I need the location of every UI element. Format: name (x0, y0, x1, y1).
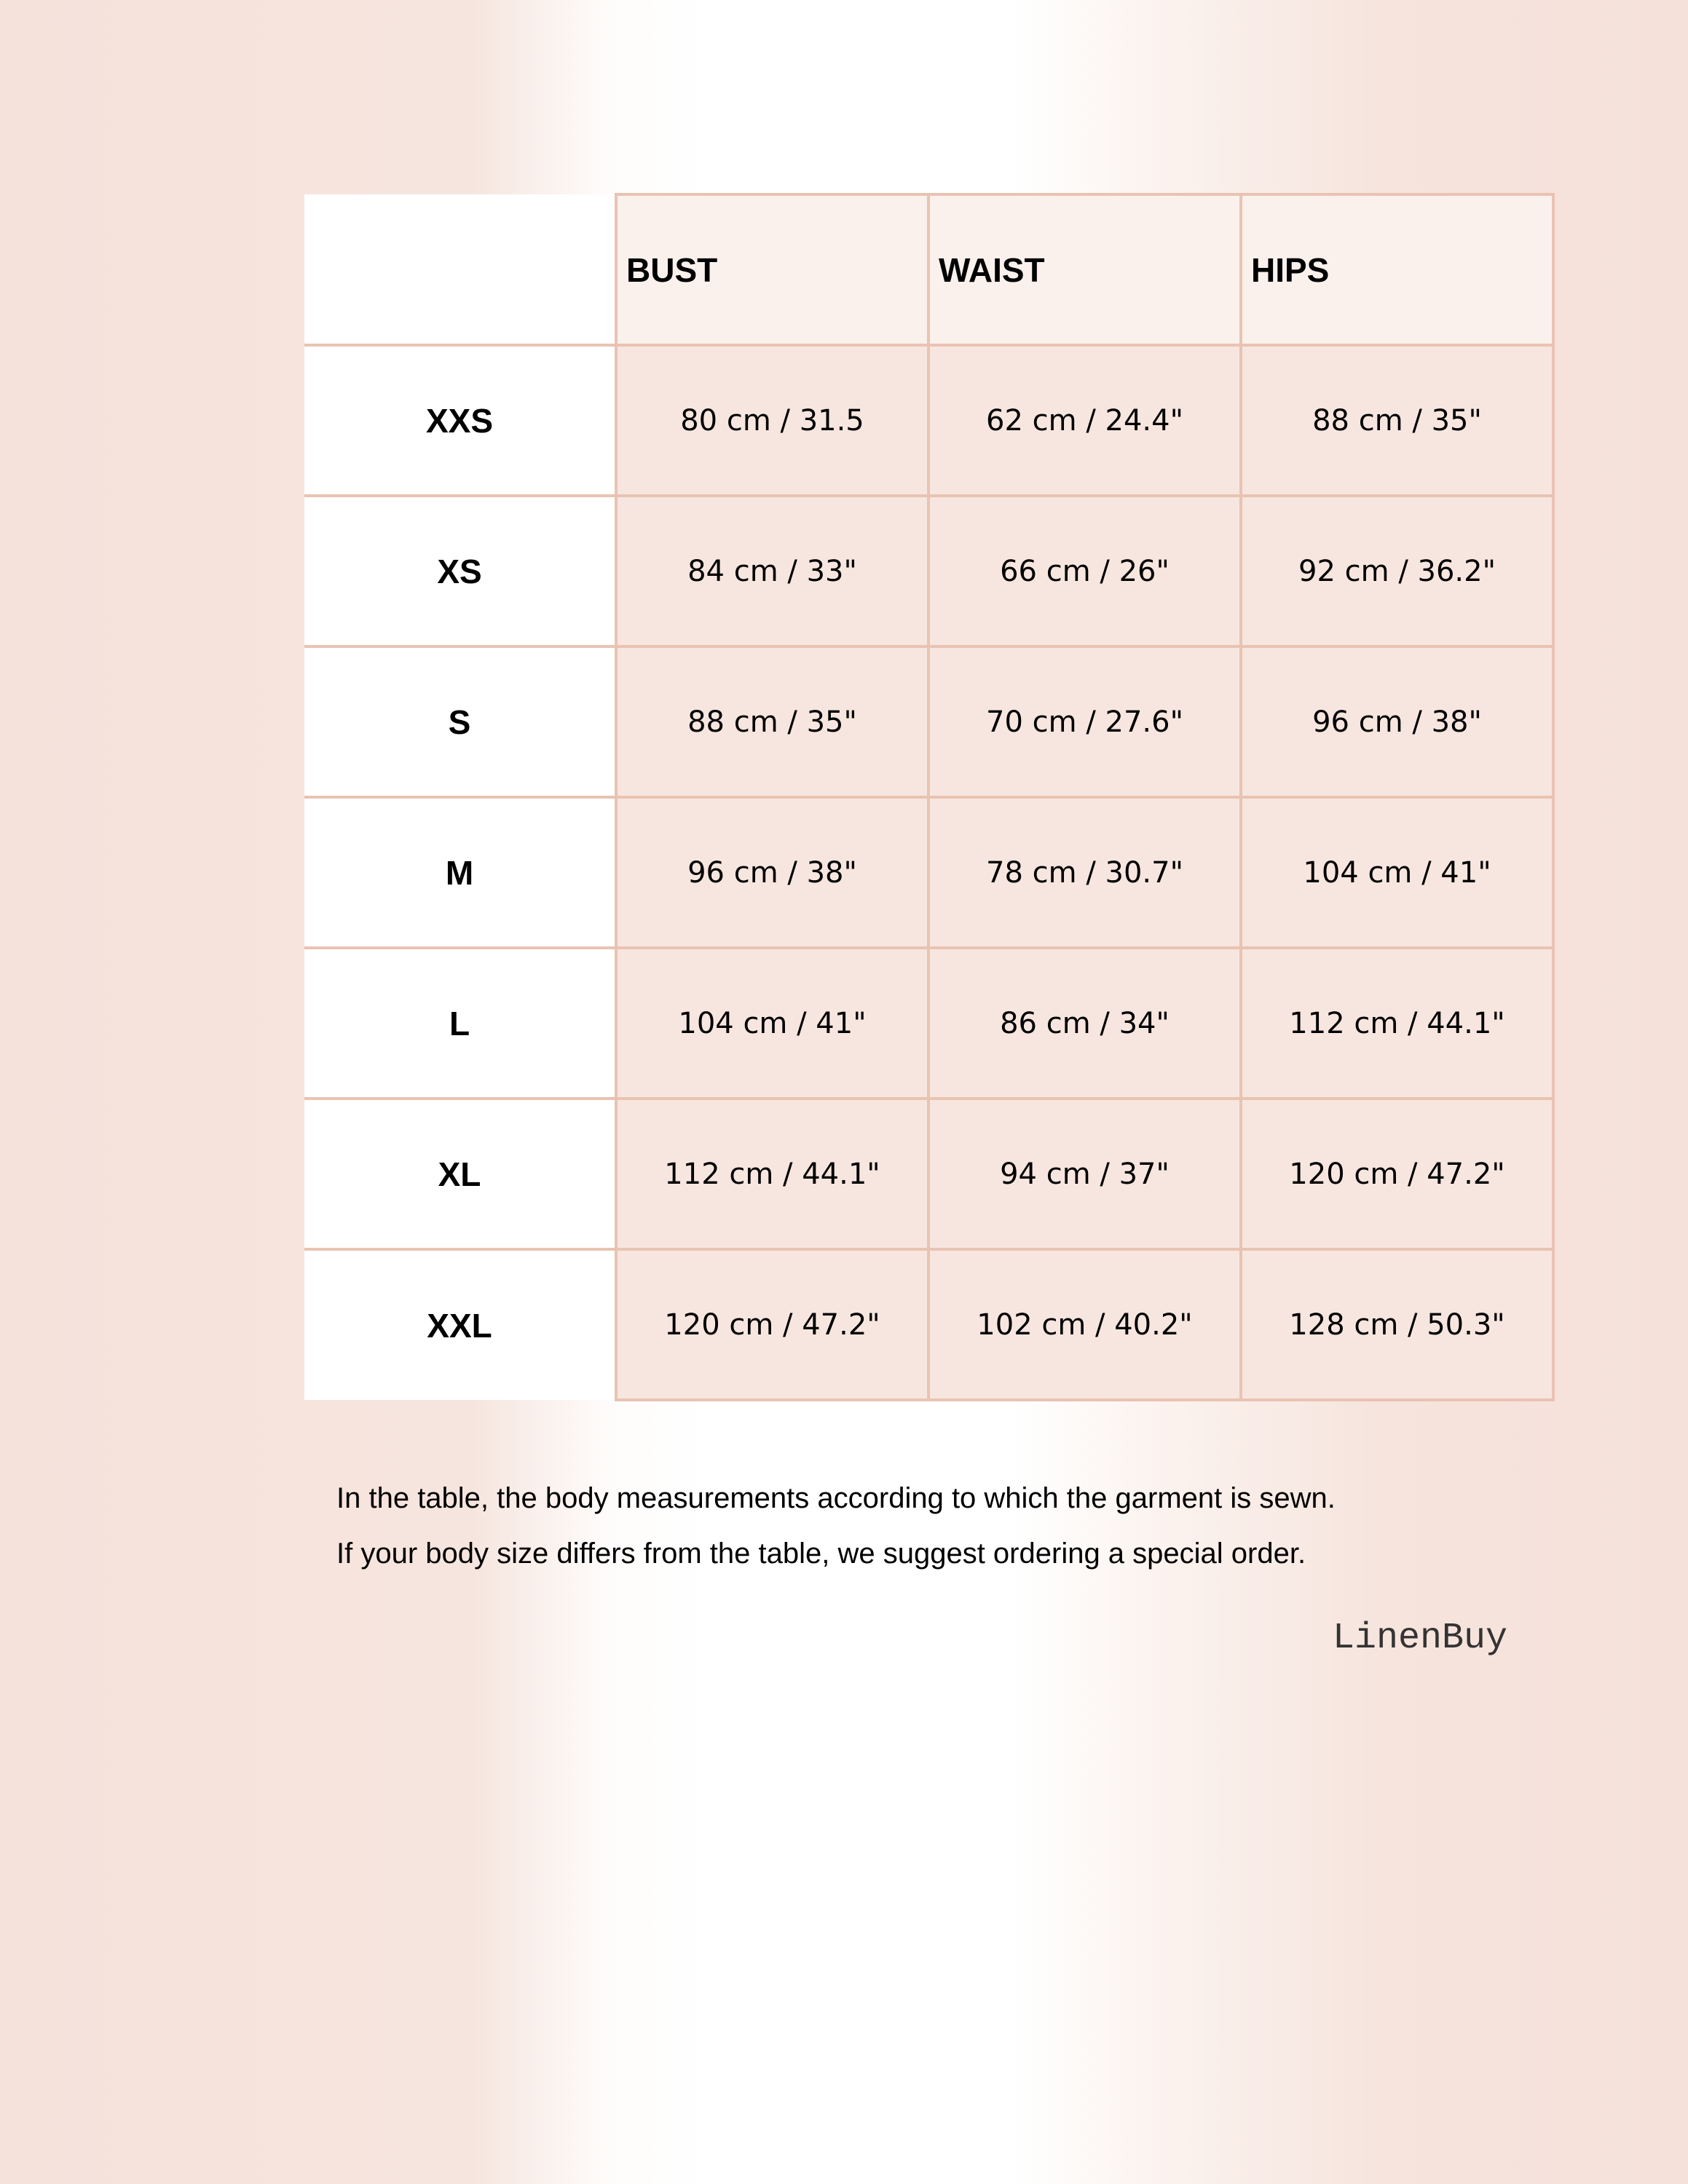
bust-value: 84 cm / 33" (616, 496, 928, 646)
size-label: XXL (304, 1249, 616, 1400)
waist-value: 86 cm / 34" (928, 948, 1241, 1099)
table-row (304, 797, 1553, 948)
hips-value: 128 cm / 50.3" (1241, 1249, 1553, 1400)
size-label: XXS (304, 345, 616, 496)
size-label: M (304, 797, 616, 948)
hips-value: 120 cm / 47.2" (1241, 1099, 1553, 1249)
size-label: XL (304, 1099, 616, 1249)
brand-signature: LinenBuy (1333, 1618, 1508, 1659)
hips-value: 96 cm / 38" (1241, 646, 1553, 797)
table-row (304, 345, 1553, 496)
waist-value: 78 cm / 30.7" (928, 797, 1241, 948)
waist-value: 66 cm / 26" (928, 496, 1241, 646)
waist-value: 102 cm / 40.2" (928, 1249, 1241, 1400)
table-row (304, 646, 1553, 797)
column-header-waist: WAIST (928, 194, 1241, 345)
table-row (304, 496, 1553, 646)
size-label: L (304, 948, 616, 1099)
hips-value: 88 cm / 35" (1241, 345, 1553, 496)
special-order-note: If your body size differs from the table, we suggest ordering a special order. (336, 1538, 1306, 1570)
waist-value: 62 cm / 24.4" (928, 345, 1241, 496)
size-label: S (304, 646, 616, 797)
size-label: XS (304, 496, 616, 646)
table-row (304, 1249, 1553, 1400)
hips-value: 104 cm / 41" (1241, 797, 1553, 948)
waist-value: 70 cm / 27.6" (928, 646, 1241, 797)
corner-cell (304, 194, 616, 345)
header-row (304, 194, 1553, 345)
bust-value: 80 cm / 31.5 (616, 345, 928, 496)
measurement-note: In the table, the body measurements according to which the garment is sewn. (336, 1482, 1336, 1514)
bust-value: 112 cm / 44.1" (616, 1099, 928, 1249)
bust-value: 96 cm / 38" (616, 797, 928, 948)
table-row (304, 1099, 1553, 1249)
column-header-bust: BUST (616, 194, 928, 345)
hips-value: 112 cm / 44.1" (1241, 948, 1553, 1099)
bust-value: 88 cm / 35" (616, 646, 928, 797)
bust-value: 104 cm / 41" (616, 948, 928, 1099)
size-chart-table (304, 193, 1555, 1401)
waist-value: 94 cm / 37" (928, 1099, 1241, 1249)
column-header-hips: HIPS (1241, 194, 1553, 345)
table-row (304, 948, 1553, 1099)
hips-value: 92 cm / 36.2" (1241, 496, 1553, 646)
bust-value: 120 cm / 47.2" (616, 1249, 928, 1400)
